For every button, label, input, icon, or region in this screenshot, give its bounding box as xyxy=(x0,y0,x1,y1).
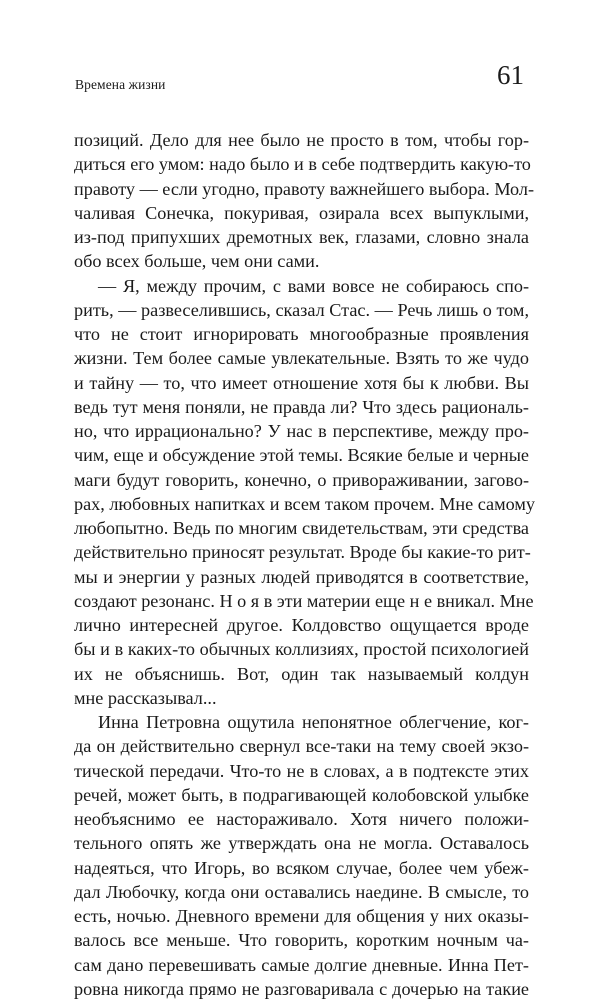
text-line: позиций. Дело для нее было не просто в том, чтобы гор- xyxy=(74,130,529,150)
text-line: мы и энергии у разных людей приводятся в соответствие, xyxy=(74,566,529,587)
text-line: дал Любочку, когда они оставались наедине. В смысле, то xyxy=(74,881,529,902)
text-line: тической передачи. Что-то не в словах, а в подтексте этих xyxy=(74,760,529,781)
text-line: жизни. Тем более самые увлекательные. Взять то же чудо xyxy=(74,348,529,369)
text-line: из-под припухших дремотных век, глазами, словно знала xyxy=(74,227,529,247)
text-line: любопытно. Ведь по многим свидетельствам, эти средства xyxy=(74,518,529,538)
text-line: диться его умом: надо было и в себе подтвердить какую-то xyxy=(74,154,531,175)
page-number: 61 xyxy=(497,60,524,90)
text-line: есть, ночью. Дневного времени для общения у них оказы- xyxy=(74,906,529,926)
text-line: речей, может быть, в подрагивающей колобовской улыбке xyxy=(74,784,529,805)
text-line: действительно приносят результат. Вроде бы какие-то рит- xyxy=(74,542,531,563)
text-line: их не объяснишь. Вот, один так называемый колдун xyxy=(74,663,529,684)
text-line: валось все меньше. Что говорить, коротким ночным ча- xyxy=(74,930,529,951)
text-line: тельного опять же утверждать она не могла. Оставалось xyxy=(74,833,529,854)
text-line: маги будут говорить, конечно, о привораживании, загово- xyxy=(74,469,529,490)
text-line: сам дано перевешивать самые долгие дневные. Инна Пет- xyxy=(74,954,529,975)
text-line: правоту — если угодно, правоту важнейшего выбора. Мол- xyxy=(74,178,535,199)
text-line: мне рассказывал... xyxy=(74,687,217,708)
text-line: что не стоит игнорировать многообразные проявления xyxy=(74,324,529,344)
text-line: бы и в каких-то обычных коллизиях, простой психологией xyxy=(74,639,529,660)
body-text xyxy=(74,128,535,1001)
text-line: чим, еще и обсуждение этой темы. Всякие белые и черные xyxy=(74,445,529,466)
text-line: ведь тут меня поняли, не правда ли? Что здесь рациональ- xyxy=(74,396,529,417)
text-line: обо всех больше, чем они сами. xyxy=(74,251,320,272)
text-line: необъяснимо ее настораживало. Хотя ничего положи- xyxy=(74,809,529,829)
text-line: создают резонанс. Н о я в эти материи еще н е вникал. Мне xyxy=(74,590,534,611)
text-line: рах, любовных напитках и всем таком прочем. Мне самому xyxy=(74,493,535,514)
text-line: рить, — развеселившись, сказал Стас. — Речь лишь о том, xyxy=(74,299,529,320)
text-line: но, что иррационально? У нас в перспективе, между про- xyxy=(74,421,529,441)
text-line: надеяться, что Игорь, во всяком случае, более чем убеж- xyxy=(74,857,529,878)
text-line: и тайну — то, что имеет отношение хотя бы к любви. Вы xyxy=(74,372,529,393)
text-line: да он действительно свернул все-таки на тему своей экзо- xyxy=(74,736,529,757)
running-title: Времена жизни xyxy=(75,77,166,92)
text-line: лично интересней другое. Колдовство ощущается вроде xyxy=(74,615,529,635)
text-line: Инна Петровна ощутила непонятное облегчение, ког- xyxy=(98,712,529,732)
text-line: чаливая Сонечка, покуривая, озирала всех выпуклыми, xyxy=(74,202,529,223)
text-line: — Я, между прочим, с вами вовсе не собираюсь спо- xyxy=(98,275,529,296)
text-line: ровна никогда прямо не разговаривала с дочерью на такие xyxy=(74,978,529,999)
